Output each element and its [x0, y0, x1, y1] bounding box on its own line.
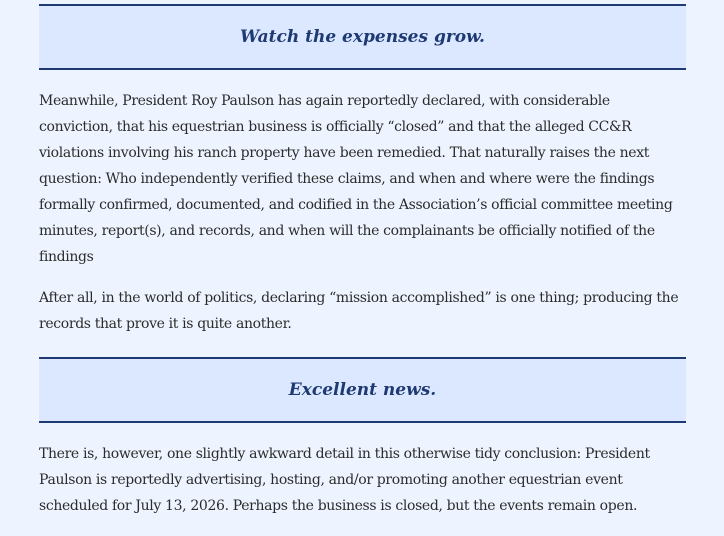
paragraph-mission-accomplished: After all, in the world of politics, declaring “mission accomplished” is one thing; producing the records that prove it is quite another.	[39, 290, 679, 332]
section-heading: Watch the expenses grow.	[240, 27, 485, 47]
article-body-2	[39, 285, 686, 337]
section-heading: Excellent news.	[288, 380, 437, 400]
paragraph-equestrian-event: There is, however, one slightly awkward detail in this otherwise tidy conclusion: President Paulson is reportedly advertising, hosting, and/or promoting another equestrian event scheduled for July 13, 2026. Perhaps the business is closed, but the events remain open.	[39, 446, 650, 514]
paragraph-paulson-claims: Meanwhile, President Roy Paulson has again reportedly declared, with considerable conviction, that his equestrian business is officially “closed” and that the alleged CC&R violations involving his ranch property have been remedied. That naturally raises the next question: Who independently verified these claims, and when and where were the findings formally confirmed, documented, and codified in the Association’s official committee meeting minutes, report(s), and records, and when will the complainants be officially notified of the findings	[39, 93, 673, 265]
banner-watch-expenses	[39, 4, 686, 70]
article-body-3	[39, 441, 686, 519]
section-heading-banner	[39, 357, 686, 423]
article-body-1	[39, 88, 686, 270]
banner-excellent-news	[39, 357, 686, 423]
section-heading-banner	[39, 4, 686, 70]
